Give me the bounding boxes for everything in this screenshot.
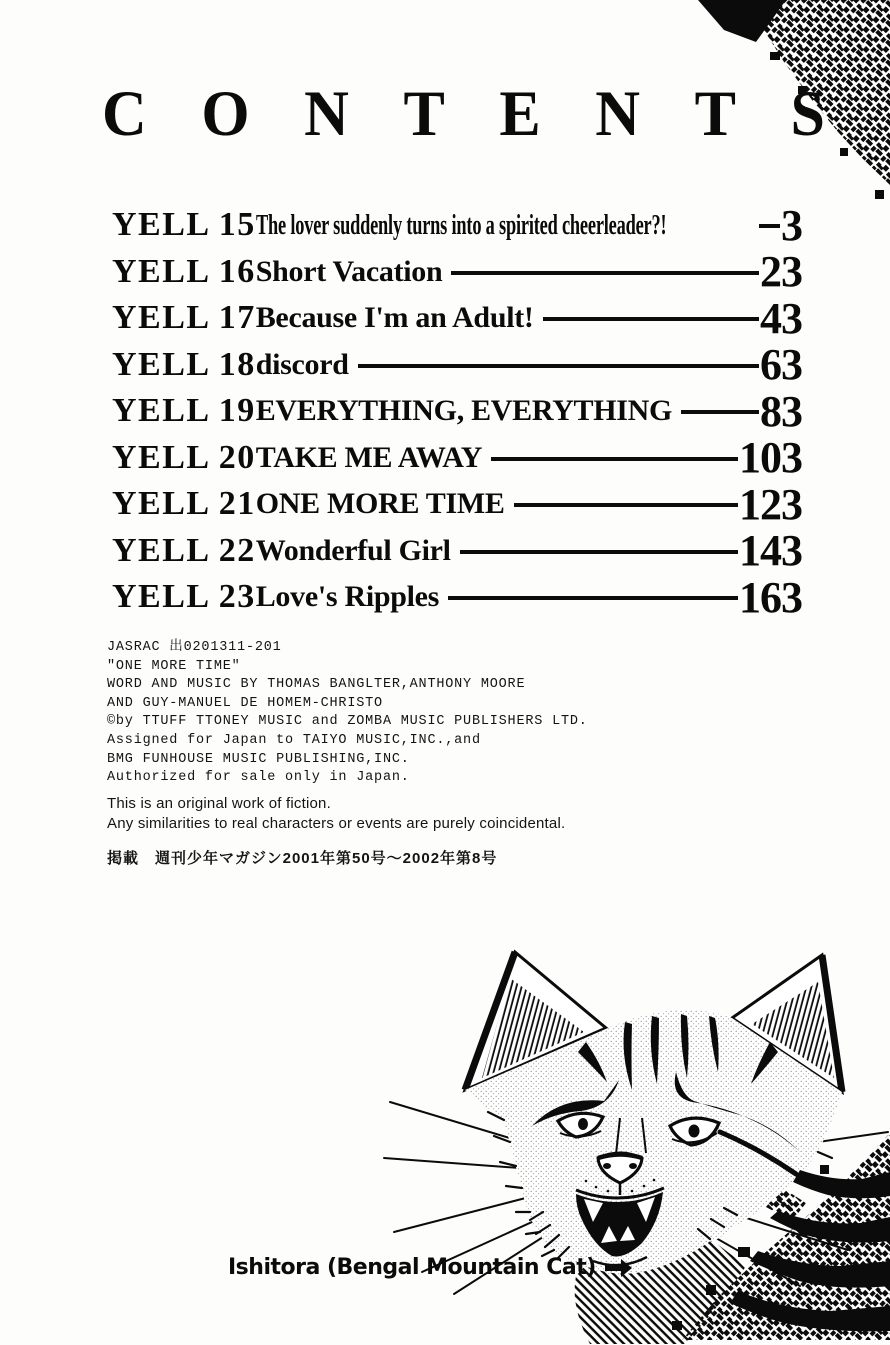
leader-line <box>491 457 738 461</box>
toc-row <box>112 574 802 621</box>
credit-line: Authorized for sale only in Japan. <box>107 770 410 786</box>
page-title: CONTENTS <box>102 79 880 150</box>
chapter-page-number: 163 <box>739 572 802 622</box>
leader-line <box>451 271 759 275</box>
chapter-title: Short Vacation <box>255 254 443 288</box>
credit-line: AND GUY-MANUEL DE HOMEM-CHRISTO <box>107 695 383 711</box>
serialization-note: 掲載 週刊少年マガジン2001年第50号～2002年第8号 <box>107 850 498 867</box>
toc-row <box>112 249 802 296</box>
credit-line: JASRAC 出0201311-201 <box>107 640 282 655</box>
leader-line <box>448 596 738 600</box>
cat-caption <box>228 1255 632 1280</box>
credit-line: "ONE MORE TIME" <box>107 658 241 674</box>
chapter-label: YELL 18 <box>112 345 256 383</box>
table-of-contents <box>112 202 802 621</box>
right-arrow-icon <box>605 1259 632 1277</box>
chapter-label: YELL 20 <box>112 438 256 476</box>
fiction-disclaimer <box>107 794 565 834</box>
chapter-page-number: 83 <box>760 386 802 436</box>
leader-line <box>759 224 780 228</box>
credit-line: BMG FUNHOUSE MUSIC PUBLISHING,INC. <box>107 751 410 767</box>
toc-row <box>112 528 802 575</box>
chapter-label: YELL 15 <box>112 206 256 244</box>
chapter-label: YELL 19 <box>112 392 256 430</box>
chapter-label: YELL 22 <box>112 531 256 569</box>
music-credits-block <box>107 639 588 788</box>
leader-line <box>358 364 759 368</box>
leader-line <box>514 503 738 507</box>
toc-row <box>112 295 802 342</box>
chapter-label: YELL 16 <box>112 252 256 290</box>
chapter-title: Because I'm an Adult! <box>255 301 534 335</box>
toc-row <box>112 481 802 528</box>
chapter-page-number: 43 <box>760 293 802 343</box>
chapter-title: ONE MORE TIME <box>255 487 505 521</box>
chapter-page-number: 63 <box>760 340 802 390</box>
credit-line: WORD AND MUSIC BY THOMAS BANGLTER,ANTHONY MOORE <box>107 677 526 693</box>
chapter-label: YELL 23 <box>112 578 256 616</box>
chapter-title: EVERYTHING, EVERYTHING <box>255 394 673 428</box>
disclaimer-line: This is an original work of fiction. <box>107 795 331 812</box>
chapter-title-text: The lover suddenly turns into a spirited cheerleader?! <box>255 210 667 242</box>
chapter-page-number: 23 <box>760 247 802 297</box>
toc-row <box>112 342 802 389</box>
chapter-title <box>256 208 754 242</box>
chapter-title: Love's Ripples <box>255 580 440 614</box>
leader-line <box>460 550 738 554</box>
chapter-page-number: 123 <box>739 479 802 529</box>
leader-line <box>543 317 759 321</box>
credit-line: ©by TTUFF TTONEY MUSIC and ZOMBA MUSIC PUBLISHERS LTD. <box>107 714 588 730</box>
chapter-label: YELL 21 <box>112 485 256 523</box>
cat-caption-text: Ishitora (Bengal Mountain Cat) <box>228 1255 596 1280</box>
chapter-title: TAKE ME AWAY <box>255 440 483 474</box>
disclaimer-line: Any similarities to real characters or events are purely coincidental. <box>107 815 566 832</box>
chapter-title: discord <box>255 347 349 381</box>
toc-row <box>112 388 802 435</box>
chapter-title: Wonderful Girl <box>255 533 451 567</box>
toc-row <box>112 202 802 249</box>
chapter-page-number: 143 <box>739 526 802 576</box>
leader-line <box>681 410 759 414</box>
chapter-page-number: 3 <box>781 200 802 250</box>
cat-illustration <box>380 920 890 1345</box>
chapter-label: YELL 17 <box>112 299 256 337</box>
toc-row <box>112 435 802 482</box>
credit-line: Assigned for Japan to TAIYO MUSIC,INC.,and <box>107 732 481 748</box>
chapter-page-number: 103 <box>739 433 802 483</box>
